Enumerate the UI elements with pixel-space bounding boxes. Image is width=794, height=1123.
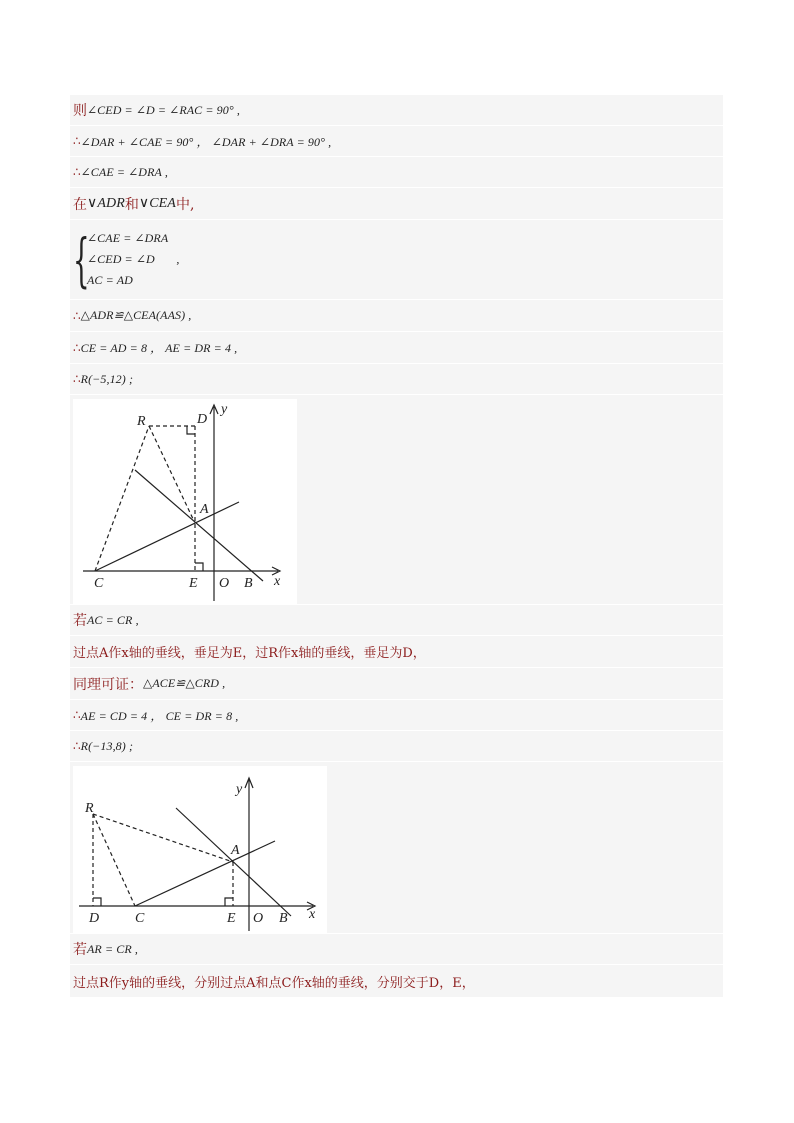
label-d: D: [89, 911, 100, 926]
line-14: 若 AR = CR ,: [70, 934, 723, 965]
label-y: y: [236, 782, 243, 797]
right-angle-d: [187, 426, 195, 434]
line-ca: [135, 841, 275, 906]
line-15: 过点R作y轴的垂线，分别过点A和点C作x轴的垂线，分别交于D，E，: [70, 965, 723, 998]
line-ca: [95, 502, 239, 571]
line-3: ∴ ∠CAE = ∠DRA ,: [70, 157, 723, 188]
equation-system: { ∠CAE = ∠DRA ∠CED = ∠D AC = AD ,: [70, 220, 723, 300]
label-b: B: [279, 911, 288, 926]
line-2: ∴ ∠DAR + ∠CAE = 90° ， ∠DAR + ∠DRA = 90° ,: [70, 126, 723, 157]
label-e: E: [189, 576, 198, 591]
line-11: 同理可证： △ACE≌△CRD ,: [70, 668, 723, 700]
line-1: 则 ∠CED = ∠D = ∠RAC = 90° ,: [70, 95, 723, 126]
figure-1: [73, 399, 297, 604]
line-13: ∴ R(−13,8) ;: [70, 731, 723, 762]
line-6: ∴ △ADR≌△CEA(AAS) ,: [70, 300, 723, 332]
label-o: O: [219, 576, 230, 591]
label-r: R: [85, 801, 94, 816]
label-x: x: [274, 574, 281, 589]
segment-ra: [93, 814, 233, 862]
segment-rc: [93, 814, 135, 906]
label-b: B: [244, 576, 253, 591]
figure-2-row: [70, 762, 723, 934]
left-brace: {: [73, 225, 90, 294]
line-ab: [135, 470, 263, 581]
right-angle-d: [93, 898, 101, 906]
label-y: y: [221, 402, 228, 417]
line-12: ∴ AE = CD = 4 ， CE = DR = 8 ,: [70, 700, 723, 731]
line-9: 若 AC = CR ,: [70, 605, 723, 636]
label-d: D: [197, 412, 208, 427]
label-c: C: [94, 576, 104, 591]
right-angle-e: [195, 563, 203, 571]
label-o: O: [253, 911, 264, 926]
segment-ra: [149, 426, 194, 521]
label-e: E: [227, 911, 236, 926]
solution-content: [70, 95, 723, 998]
label-a: A: [231, 843, 240, 858]
label-c: C: [135, 911, 145, 926]
line-7: ∴ CE = AD = 8 ， AE = DR = 4 ,: [70, 332, 723, 364]
figure-1-row: [70, 395, 723, 605]
right-angle-e: [225, 898, 233, 906]
label-a: A: [200, 502, 209, 517]
label-x: x: [309, 907, 316, 922]
line-8: ∴ R(−5,12) ;: [70, 364, 723, 395]
line-10: 过点A作x轴的垂线，垂足为E，过R作x轴的垂线，垂足为D，: [70, 636, 723, 668]
figure-2: [73, 766, 327, 933]
label-r: R: [137, 414, 146, 429]
line-4: 在 ∨ADR 和 ∨CEA 中,: [70, 188, 723, 220]
